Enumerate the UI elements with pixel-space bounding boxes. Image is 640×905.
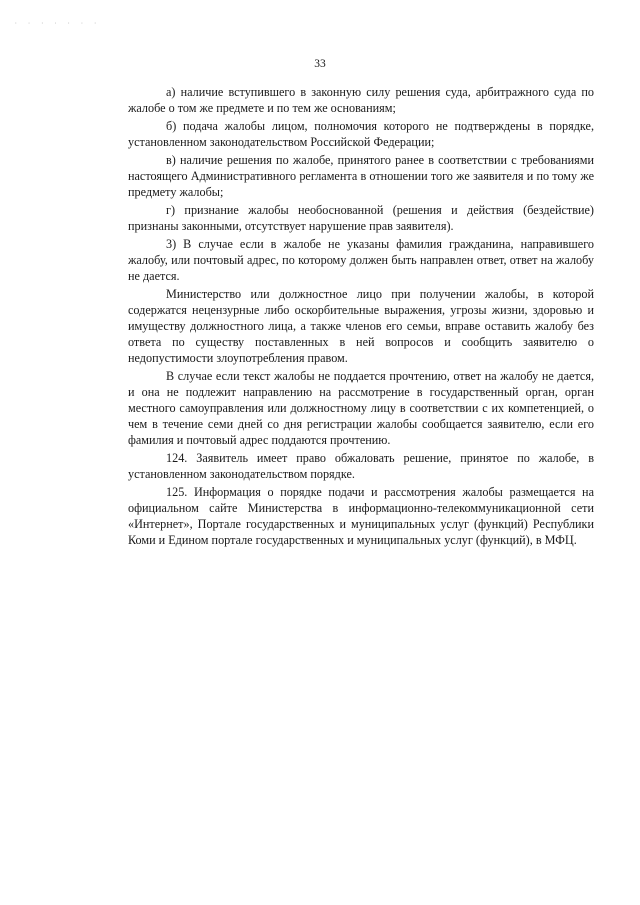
paragraph-item-v: в) наличие решения по жалобе, принятого ранее в соответствии с требованиями настоящего Административного регламента в отношении того же заявителя и по тому же предмету жалобы;	[128, 153, 594, 199]
paragraph-item-3: 3) В случае если в жалобе не указаны фамилия гражданина, направившего жалобу, или почтовый адрес, по которому должен быть направлен ответ, ответ на жалобу не дается.	[128, 237, 594, 283]
paragraph-ministry: Министерство или должностное лицо при получении жалобы, в которой содержатся нецензурные либо оскорбительные выражения, угрозы жизни, здоровью и имуществу должностного лица, а также членов его семьи, вправе оставить жалобу без ответа по существу поставленных в ней вопросов и сообщить заявителю о недопустимости злоупотребления правом.	[128, 287, 594, 365]
paragraph-item-b: б) подача жалобы лицом, полномочия которого не подтверждены в порядке, установленном законодательством Российской Федерации;	[128, 119, 594, 149]
paragraph-item-a: а) наличие вступившего в законную силу решения суда, арбитражного суда по жалобе о том же предмете и по тем же основаниям;	[128, 85, 594, 115]
paragraph-124: 124. Заявитель имеет право обжаловать решение, принятое по жалобе, в установленном законодательством порядке.	[128, 451, 594, 481]
paragraph-125: 125. Информация о порядке подачи и рассмотрения жалобы размещается на официальном сайте Министерства в информационно-телекоммуникационной сети «Интернет», Портале государственных и муниципальных услуг (функций) Республики Коми и Едином портале государственных и муниципальных услуг (функций), в МФЦ.	[128, 485, 594, 547]
scan-artifact-marks: · · · · · · ·	[14, 20, 100, 27]
paragraph-item-g: г) признание жалобы необоснованной (решения и действия (бездействие) признаны законными, отсутствует нарушение прав заявителя).	[128, 203, 594, 233]
document-body	[128, 84, 594, 550]
page-number: 33	[314, 58, 326, 70]
paragraph-unreadable: В случае если текст жалобы не поддается прочтению, ответ на жалобу не дается, и она не подлежит направлению на рассмотрение в государственный орган, орган местного самоуправления или должностному лицу в соответствии с их компетенцией, о чем в течение семи дней со дня регистрации жалобы сообщается заявителю, если его фамилия и почтовый адрес поддаются прочтению.	[128, 369, 594, 447]
